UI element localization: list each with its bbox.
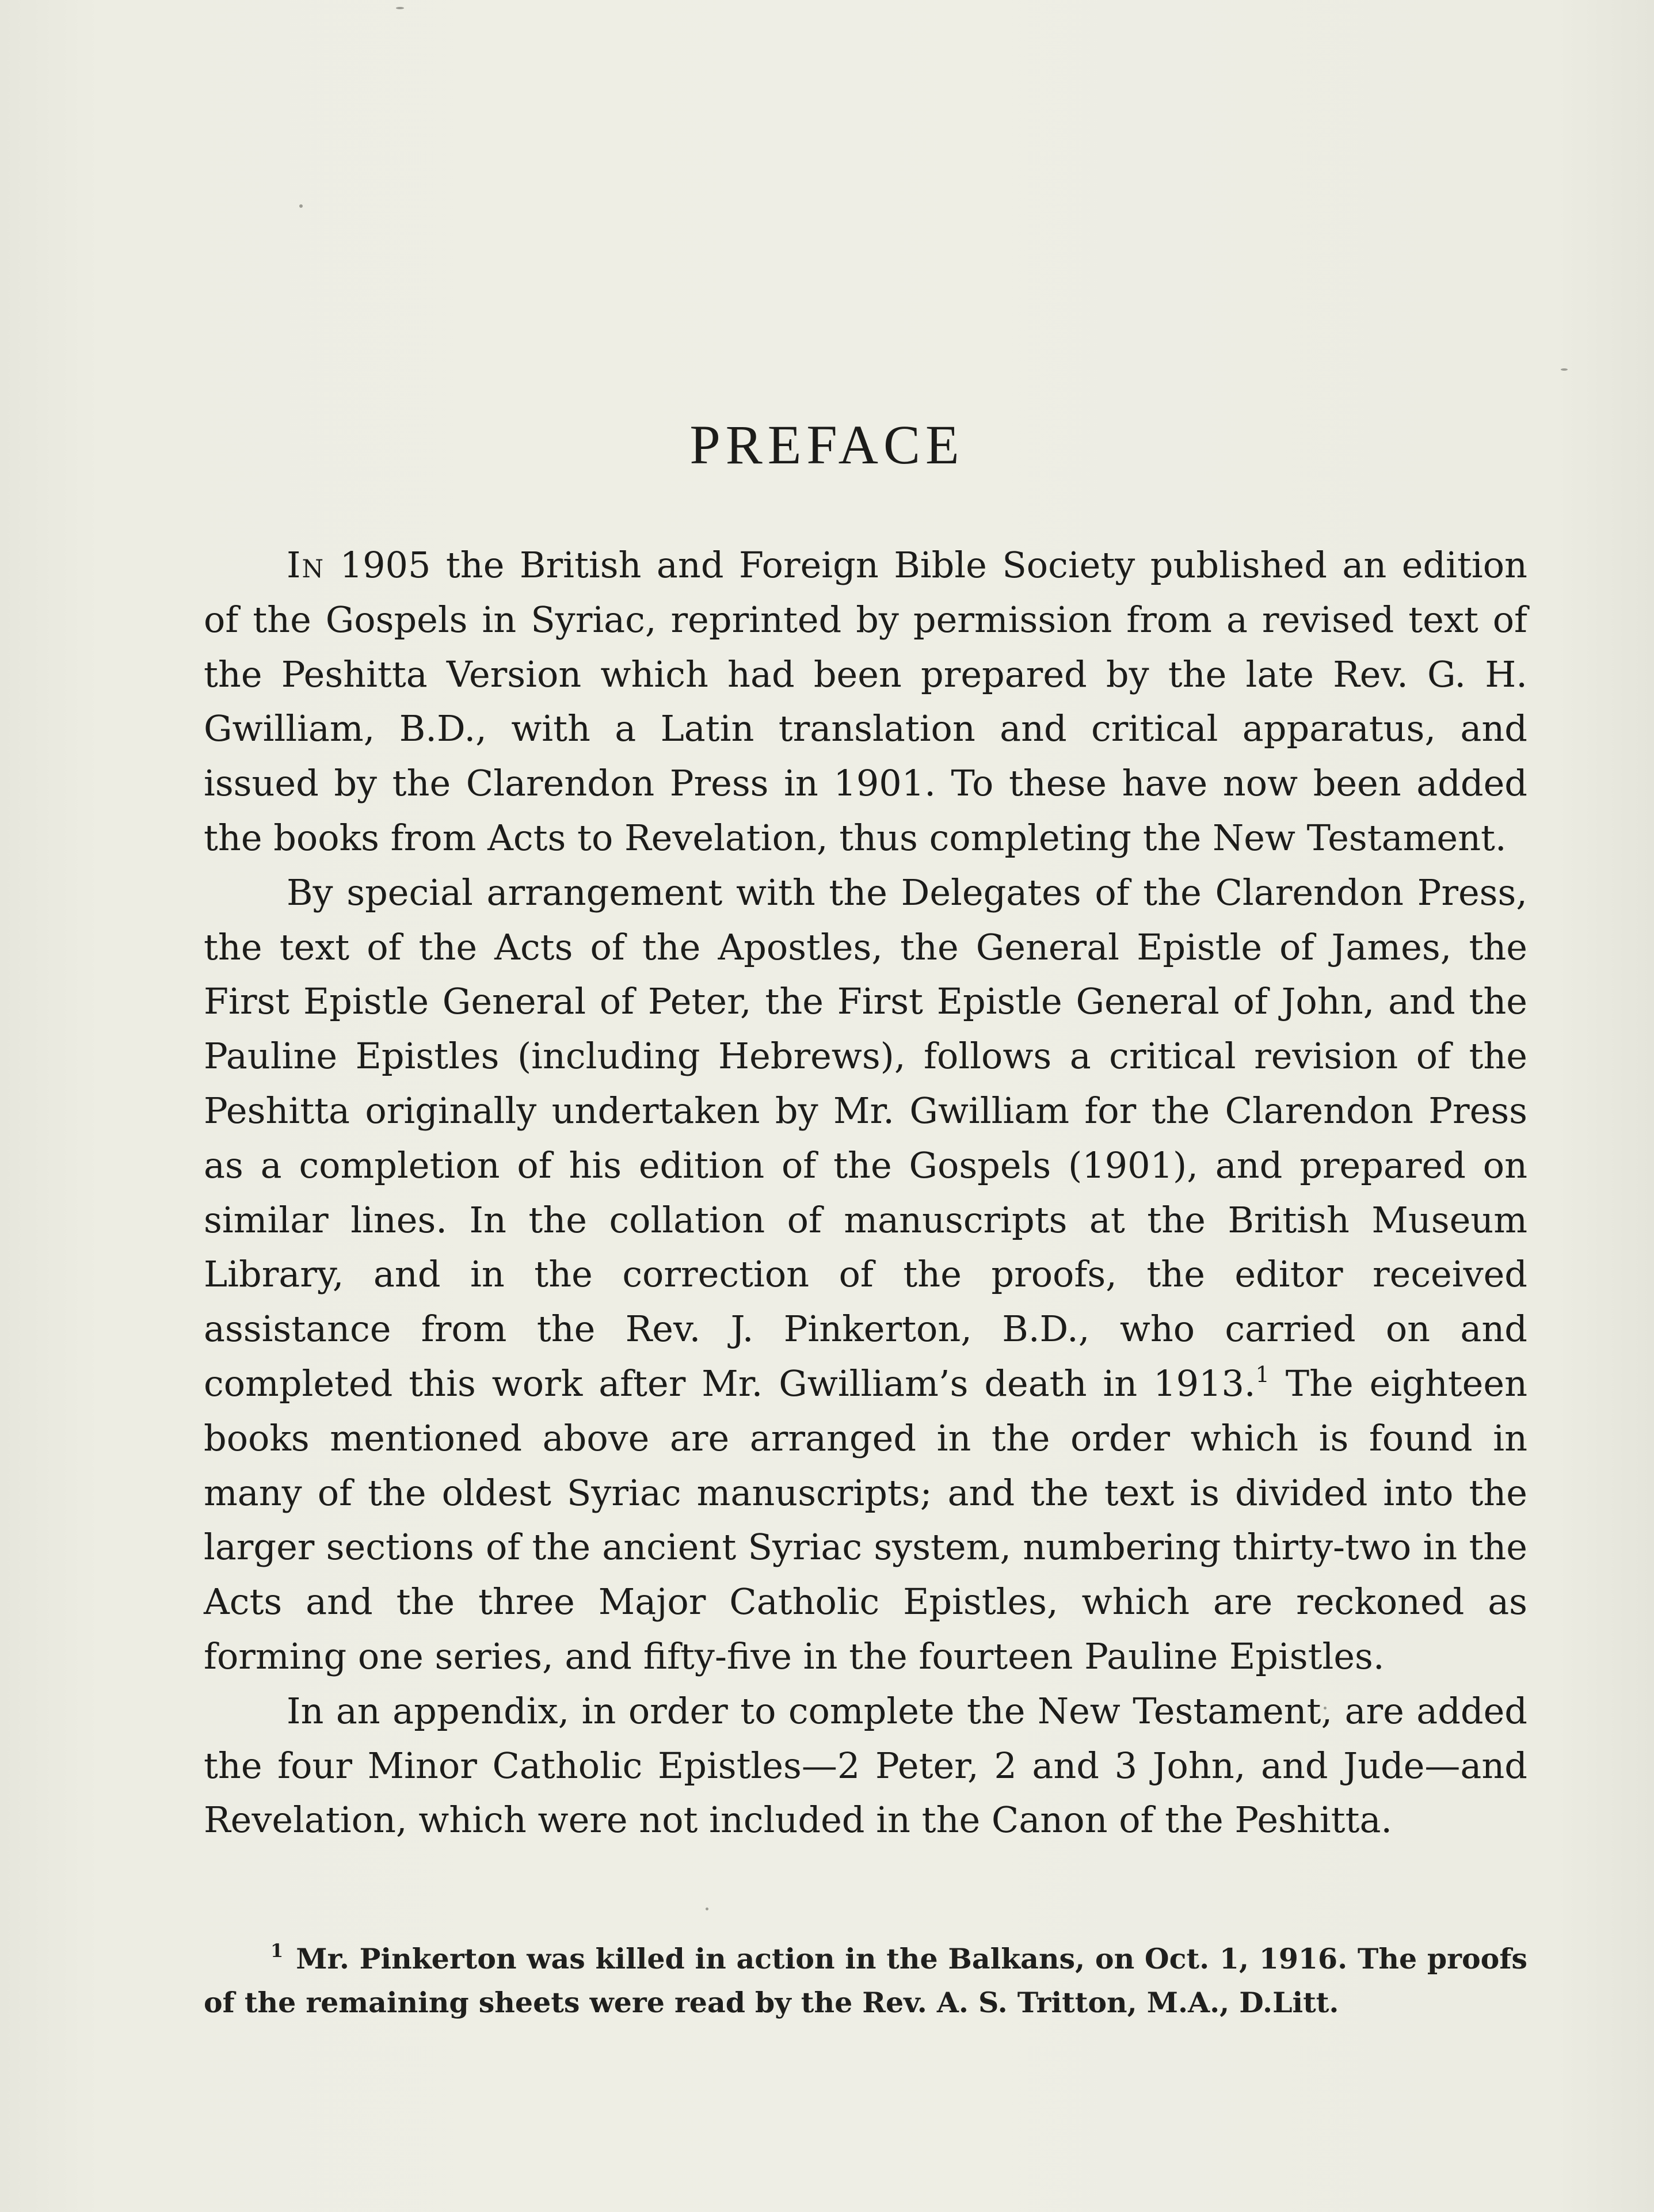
paragraph-2 [204, 866, 1527, 1684]
preface-body [204, 538, 1527, 1848]
page-title: PREFACE [689, 414, 965, 475]
footnote [204, 1937, 1527, 2024]
paragraph-2-text-b: The eighteen books mentioned above are arranged in the order which is found in many of the oldest Syriac manuscripts; and the text is divided into the larger sections of the ancient Syriac system, numbering thirty-two in the Acts and the three Major Catholic Epistles, which are reckoned as forming one series, and fifty-five in the fourteen Pauline Epistles. [204, 1362, 1527, 1677]
paragraph-3: In an appendix, in order to complete the New Testament, are added the four Minor Catholic Epistles—2 Peter, 2 and 3 John, and Jude—and Revelation, which were not included in the Canon of the Peshitta. [204, 1689, 1527, 1841]
paragraph-1-text: 1905 the British and Foreign Bible Society published an edition of the Gospels in Syriac, reprinted by permission from a revised text of the Peshitta Version which had been prepared by the late Rev. G. H. Gwilliam, B.D., with a Latin translation and critical apparatus, and issued by the Clarendon Press in 1901. To these have now been added the books from Acts to Revelation, thus completing the New Testament. [204, 544, 1527, 859]
paper-speck [299, 204, 303, 208]
footnote-text: Mr. Pinkerton was killed in action in the Balkans, on Oct. 1, 1916. The proofs of the remaining sheets were read by the Rev. A. S. Tritton, M.A., D.Litt. [204, 1942, 1527, 2019]
paper-speck [706, 1908, 708, 1910]
paper-speck [396, 7, 404, 9]
footnote-reference[interactable]: 1 [1255, 1361, 1270, 1387]
footnote-mark: 1 [270, 1940, 284, 1962]
paper-speck [1561, 368, 1568, 371]
paragraph-1 [204, 538, 1527, 866]
paragraph-1-lead: In [287, 544, 325, 586]
paragraph-2-text-a: By special arrangement with the Delegates of the Clarendon Press, the text of the Acts of the Apostles, the General Epistle of James, the First Epistle General of Peter, the First Epistle General of John, and the Pauline Epistles (including Hebrews), follows a critical revision of the Peshitta originally undertaken by Mr. Gwilliam for the Clarendon Press as a completion of his edition of the Gospels (1901), and prepared on similar lines. In the collation of manuscripts at the British Museum Library, and in the correction of the proofs, the editor received assistance from the Rev. J. Pinkerton, B.D., who carried on and completed this work after Mr. Gwilliam’s death in 1913. [204, 871, 1527, 1404]
